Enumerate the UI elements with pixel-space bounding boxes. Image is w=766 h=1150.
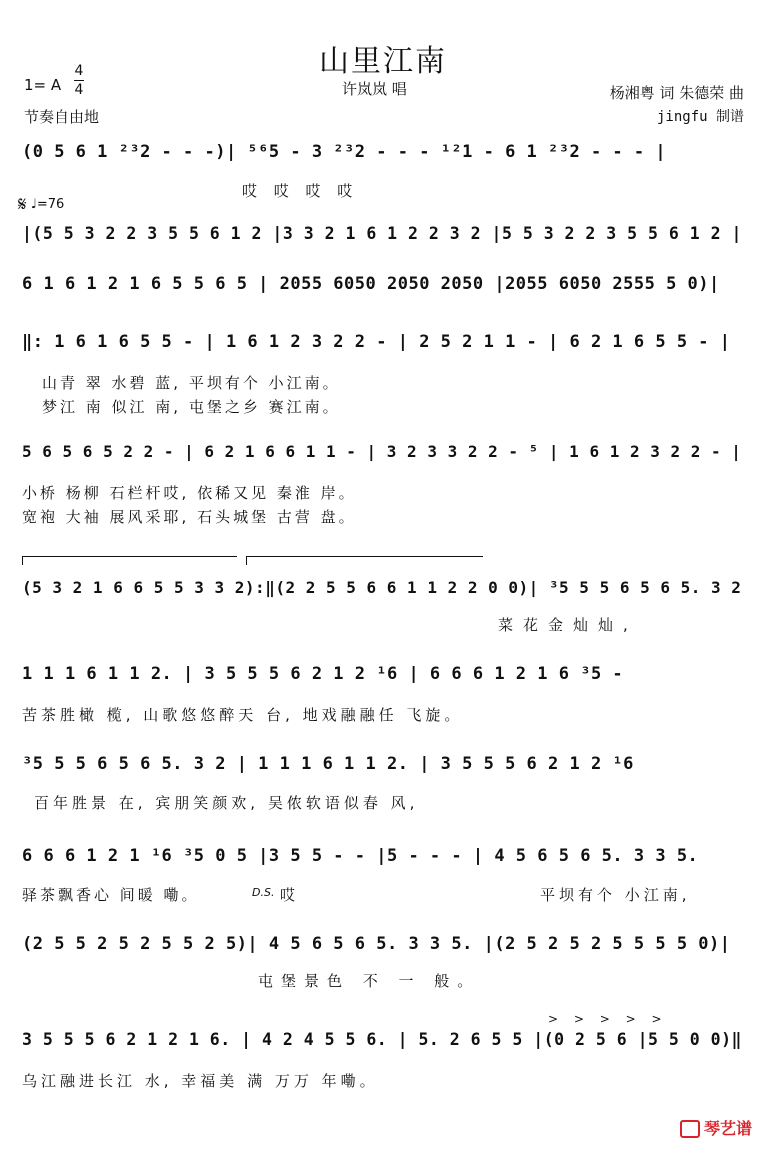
lyric-line-4-verse-2: 梦江 南 似江 南, 屯堡之乡 赛江南。 xyxy=(42,398,341,416)
logo-icon xyxy=(680,1120,700,1138)
lyric-line-6: 菜花金灿灿, xyxy=(498,616,638,634)
lyric-line-9-b: 哎 xyxy=(280,886,301,904)
composer-lyricist-credit: 杨湘粤 词 朱德荣 曲 xyxy=(609,84,744,102)
lyric-line-9-c: 平坝有个 小江南, xyxy=(540,886,691,904)
meter-bottom: 4 xyxy=(74,82,84,98)
segno-icon: 𝄋 xyxy=(18,192,27,216)
score-line-10: (2 5 5 2 5 2 5 5 2 5)| 4 5 6 5 6 5. 3 3 5. |(2 5 2 5 2 5 5 5 5 0)| xyxy=(22,934,731,954)
score-line-4: ‖: 1 6 1 6 5 5 - | 1 6 1 2 3 2 2 - | 2 5 2 1 1 - | 6 2 1 6 5 5 - | xyxy=(22,332,731,352)
score-line-6: (5 3 2 1 6 6 5 5 3 3 2):‖(2 2 5 5 6 6 1 1 2 2 0 0)| ³5 5 5 6 5 6 5. 3 2 xyxy=(22,578,742,597)
key-signature: 1= A xyxy=(24,76,62,94)
score-line-3: 6 1 6 1 2 1 6 5 5 6 5 | 2055 6050 2050 2050 |2055 6050 2555 5 0)| xyxy=(22,274,720,294)
lyric-line-7: 苦茶胜橄 榄, 山歌悠悠醉天 台, 地戏融融任 飞旋。 xyxy=(22,706,464,724)
lyric-line-8: 百年胜景 在, 宾朋笑颜欢, 吴侬软语似春 风, xyxy=(34,794,419,812)
song-title: 山里江南 xyxy=(319,44,447,79)
volta-2-bracket xyxy=(246,556,483,565)
accent-marks: > > > > > xyxy=(548,1012,668,1026)
lyric-line-10: 屯堡景色 不 一 般。 xyxy=(258,972,481,990)
score-line-1: (0 5 6 1 ²³2 - - -)| ⁵⁶5 - 3 ²³2 - - - ¹²1 - 6 1 ²³2 - - - | xyxy=(22,142,667,162)
lyric-line-4-verse-1: 山青 翠 水碧 蓝, 平坝有个 小江南。 xyxy=(42,374,341,392)
lyric-line-1: 哎 哎 哎 哎 xyxy=(242,182,359,200)
score-line-2: |(5 5 3 2 2 3 5 5 6 1 2 |3 3 2 1 6 1 2 2 3 2 |5 5 3 2 2 3 5 5 6 1 2 | xyxy=(22,224,742,243)
tempo-marking xyxy=(18,192,64,216)
logo-text: 琴艺谱 xyxy=(703,1119,752,1138)
meter-bar xyxy=(74,80,84,81)
score-line-5: 5 6 5 6 5 2 2 - | 6 2 1 6 6 1 1 - | 3 2 3 3 2 2 - ⁵ | 1 6 1 2 3 2 2 - | xyxy=(22,442,742,461)
score-line-11: 3 5 5 5 6 2 1 2 1 6. | 4 2 4 5 5 6. | 5. 2 6 5 5 |(0 2 5 6 |5 5 0 0)‖ xyxy=(22,1030,742,1049)
lyric-line-9-a: 驿茶飘香心 间暖 嘞。 xyxy=(22,886,200,904)
score-line-7: 1 1 1 6 1 1 2. | 3 5 5 5 6 2 1 2 ¹6 | 6 6 6 1 2 1 6 ³5 - xyxy=(22,664,624,684)
score-line-9: 6 6 6 1 2 1 ¹6 ³5 0 5 |3 5 5 - - |5 - - - | 4 5 6 5 6 5. 3 3 5. xyxy=(22,846,699,866)
lyric-line-5-verse-1: 小桥 杨柳 石栏杆哎, 依稀又见 秦淮 岸。 xyxy=(22,484,357,502)
dal-segno-marking: D.S. xyxy=(252,886,275,899)
tempo-value: ♩=76 xyxy=(30,197,65,212)
score-line-8: ³5 5 5 6 5 6 5. 3 2 | 1 1 1 6 1 1 2. | 3 5 5 5 6 2 1 2 ¹6 xyxy=(22,754,634,774)
tempo-free-marking: 节奏自由地 xyxy=(24,108,100,126)
singer-credit: 许岚岚 唱 xyxy=(342,80,407,98)
lyric-line-5-verse-2: 宽袍 大袖 展风采耶, 石头城堡 古营 盘。 xyxy=(22,508,357,526)
site-logo xyxy=(680,1116,752,1139)
meter-top: 4 xyxy=(74,63,84,79)
time-signature xyxy=(74,64,84,97)
transcriber-credit: jingfu 制谱 xyxy=(656,109,744,125)
volta-1-bracket xyxy=(22,556,237,565)
lyric-line-11: 乌江融进长江 水, 幸福美 满 万万 年嘞。 xyxy=(22,1072,379,1090)
